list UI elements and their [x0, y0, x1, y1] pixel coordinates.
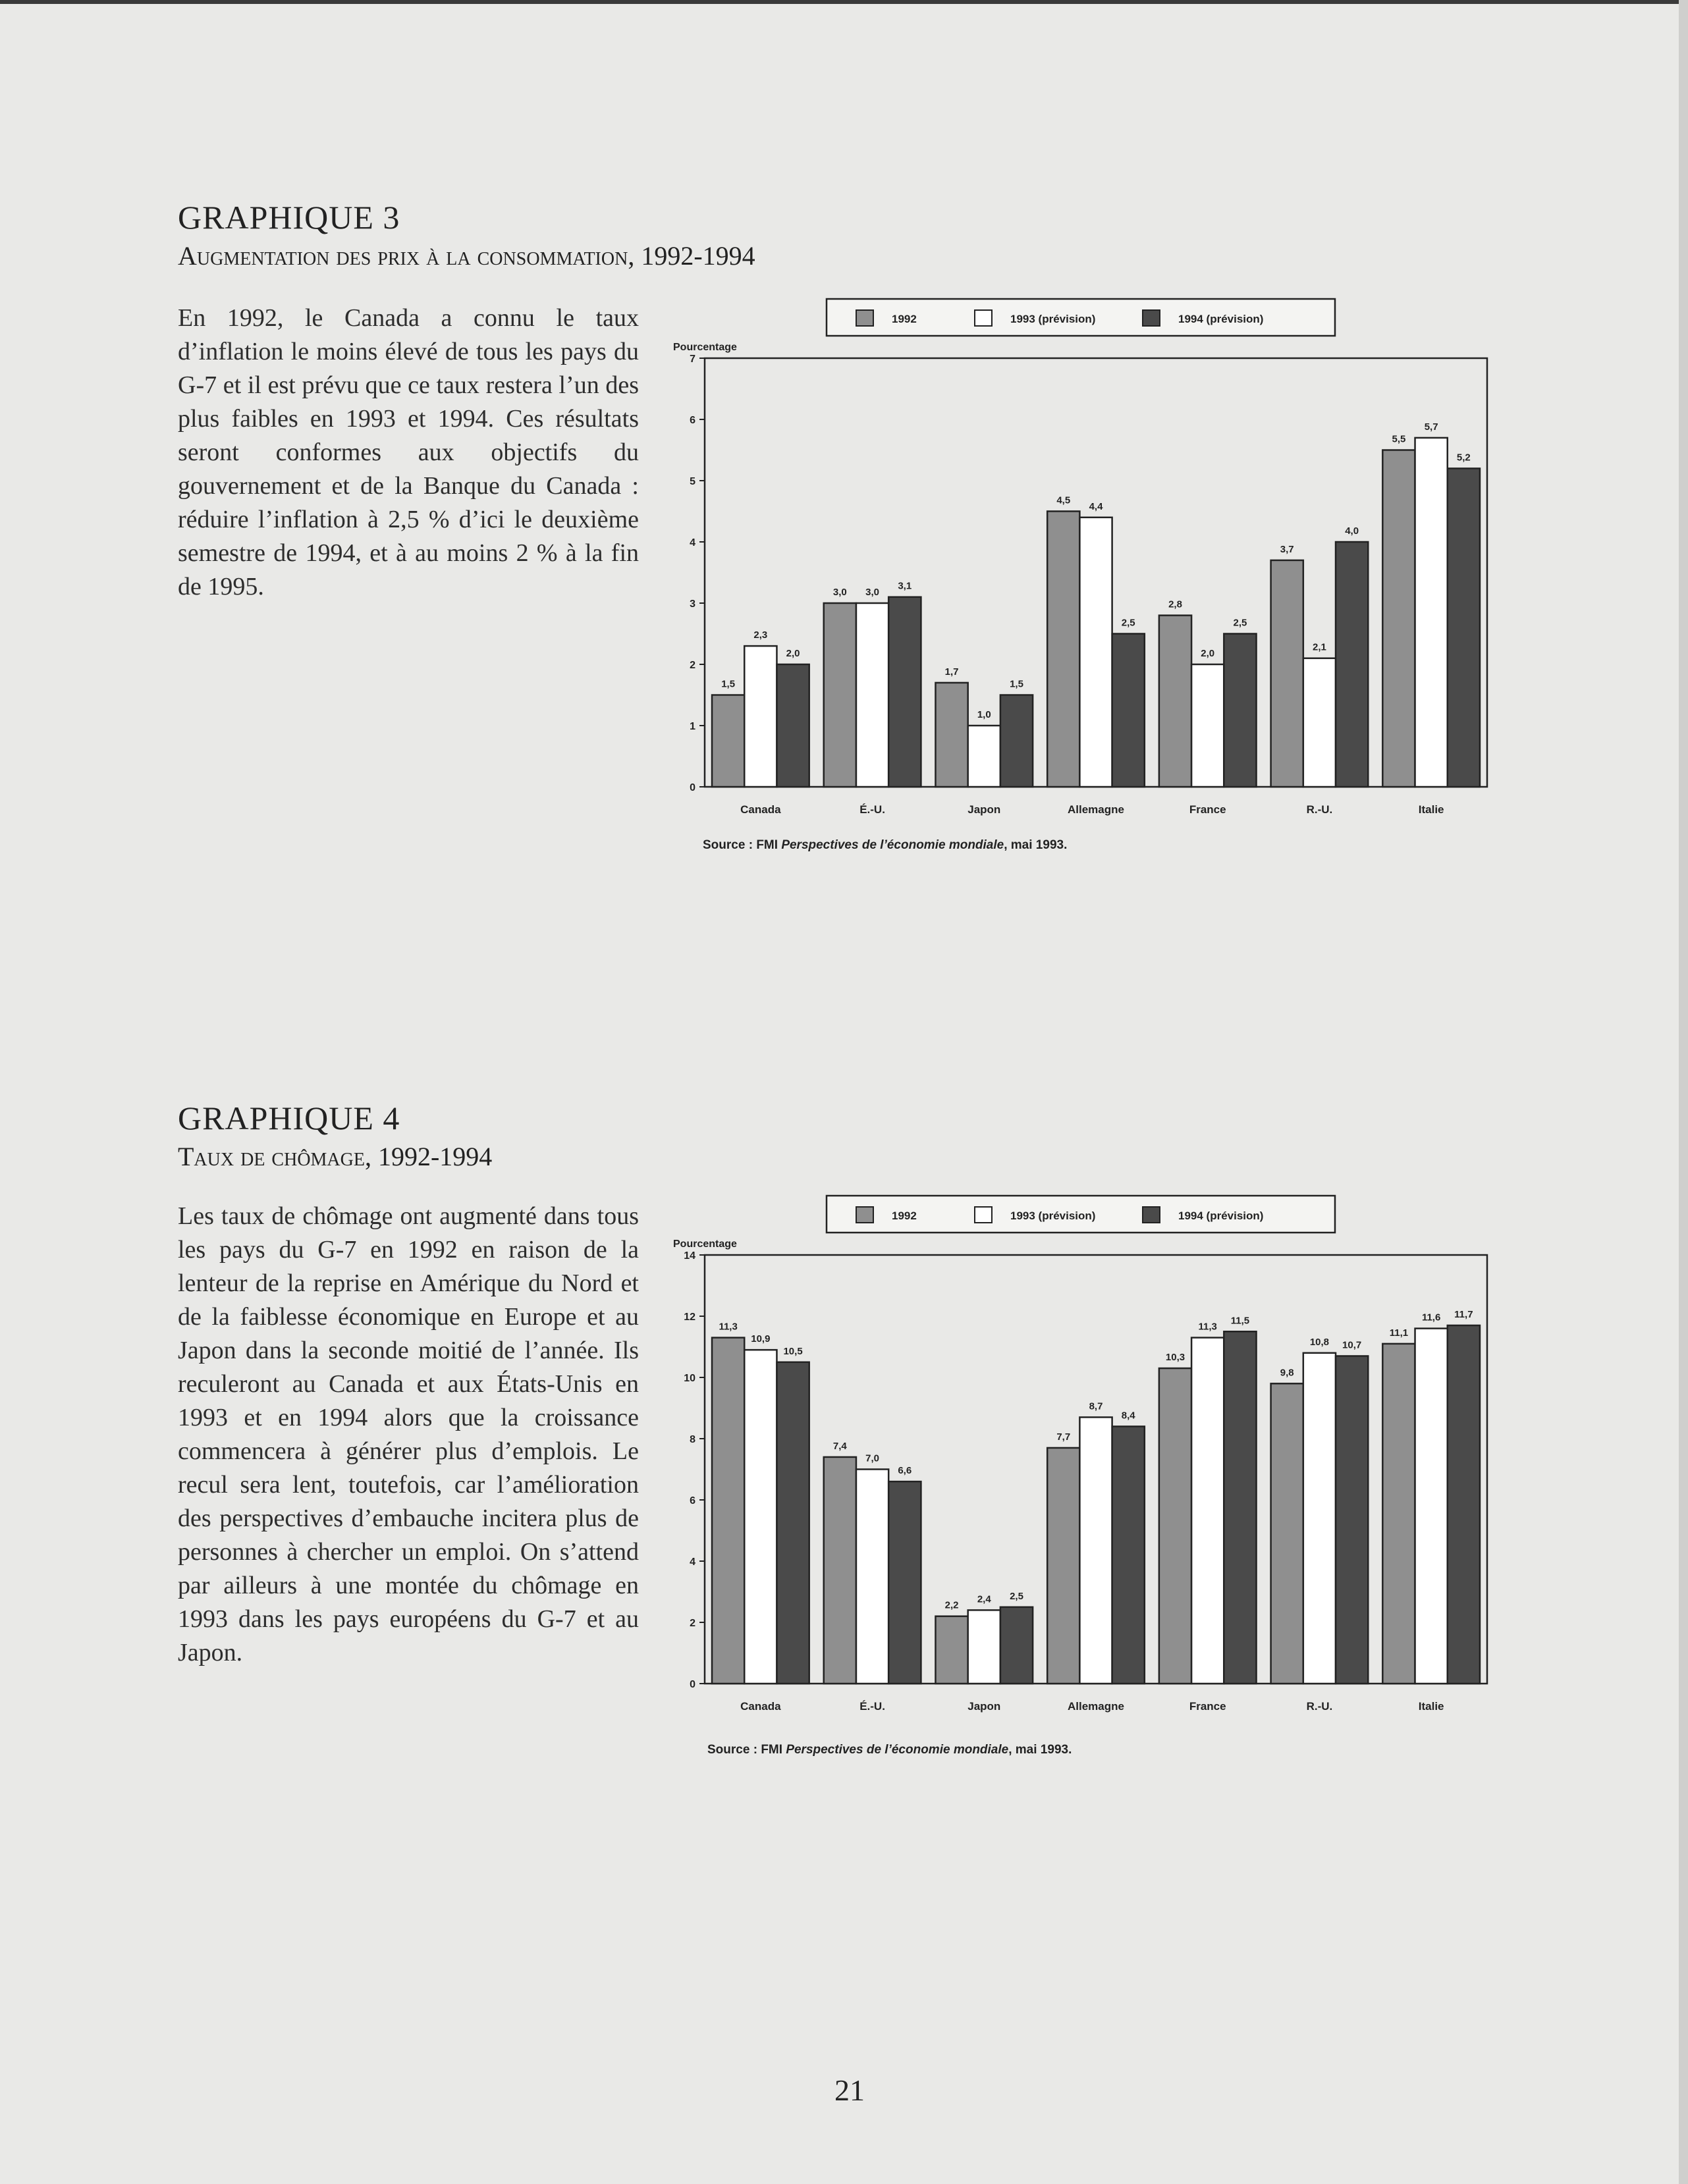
- chart4-category-label-japon: Japon: [967, 1700, 1001, 1713]
- chart4-legend-swatch-1992: [856, 1207, 873, 1223]
- chart3-bar-allemagne-1993-prevision: [1079, 518, 1112, 787]
- chart3-legend: [827, 299, 1335, 336]
- chart4-category-label-e-u: É.-U.: [859, 1700, 885, 1713]
- chart4-bar-france-1993-prevision: [1191, 1338, 1224, 1684]
- chart4-category-label-r-u: R.-U.: [1306, 1700, 1333, 1713]
- graph4-source-publication: Perspectives de l’économie mondiale: [786, 1743, 1009, 1757]
- chart4-legend-label-1992: 1992: [892, 1210, 917, 1222]
- chart4-legend-swatch-1994-prevision: [1143, 1207, 1160, 1223]
- chart4-bar-japon-1994-prevision: [1000, 1607, 1033, 1684]
- chart4-y-tick-label-10: 10: [684, 1373, 695, 1384]
- chart3-value-label-r-u-1993-prevision: 2,1: [1312, 641, 1326, 653]
- chart4-bar-italie-1994-prevision: [1448, 1325, 1480, 1684]
- chart3-y-tick-label-4: 4: [690, 537, 695, 548]
- chart3-bar-japon-1994-prevision: [1000, 695, 1033, 787]
- chart3-value-label-r-u-1992: 3,7: [1280, 543, 1294, 555]
- chart4-bar-allemagne-1994-prevision: [1112, 1426, 1145, 1684]
- chart4-value-label-canada-1994-prevision: 10,5: [783, 1345, 803, 1357]
- graph3-source-publication: Perspectives de l’économie mondiale: [781, 838, 1004, 852]
- chart3-value-label-allemagne-1994-prevision: 2,5: [1121, 617, 1135, 629]
- chart4-value-label-r-u-1994-prevision: 10,7: [1342, 1339, 1362, 1351]
- chart3-value-label-allemagne-1993-prevision: 4,4: [1089, 500, 1103, 512]
- chart4-value-label-france-1992: 10,3: [1165, 1352, 1185, 1364]
- graph3-source-org: FMI: [756, 838, 778, 852]
- chart4-bar-canada-1993-prevision: [744, 1350, 776, 1684]
- graph4-title: GRAPHIQUE 4: [178, 1100, 400, 1136]
- chart3-y-tick-label-1: 1: [690, 721, 695, 732]
- graph3-title: GRAPHIQUE 3: [178, 199, 400, 236]
- chart3-bar-canada-1992: [712, 695, 744, 787]
- chart4-category-label-allemagne: Allemagne: [1068, 1700, 1124, 1713]
- chart3-category-label-italie: Italie: [1418, 803, 1444, 816]
- chart4-bar-france-1994-prevision: [1224, 1331, 1256, 1684]
- chart4-value-label-italie-1993-prevision: 11,6: [1421, 1312, 1441, 1323]
- chart3-value-label-canada-1993-prevision: 2,3: [753, 629, 768, 641]
- graph3-source: [703, 838, 1067, 853]
- chart4-value-label-r-u-1993-prevision: 10,8: [1309, 1336, 1330, 1348]
- chart3-bar-france-1994-prevision: [1224, 634, 1256, 787]
- graph4-chart: [659, 1194, 1502, 1715]
- chart4-category-label-france: France: [1189, 1700, 1226, 1713]
- chart3-legend-swatch-1994-prevision: [1143, 310, 1160, 326]
- chart3-bar-e-u-1993-prevision: [856, 603, 888, 787]
- chart4-bar-e-u-1993-prevision: [856, 1470, 888, 1684]
- chart3-value-label-canada-1992: 1,5: [721, 678, 736, 690]
- chart4-bar-r-u-1993-prevision: [1303, 1353, 1336, 1684]
- chart3-value-label-canada-1994-prevision: 2,0: [786, 648, 800, 659]
- chart4-y-tick-label-12: 12: [684, 1312, 695, 1323]
- chart4-bar-japon-1993-prevision: [968, 1610, 1000, 1684]
- chart4-category-label-italie: Italie: [1418, 1700, 1444, 1713]
- chart4-y-axis-title: Pourcentage: [673, 1238, 737, 1250]
- chart4-value-label-france-1993-prevision: 11,3: [1198, 1321, 1217, 1333]
- chart4-legend-label-1993-prevision: 1993 (prévision): [1010, 1210, 1096, 1222]
- chart3-value-label-france-1994-prevision: 2,5: [1233, 617, 1247, 629]
- chart4-legend: [827, 1196, 1335, 1233]
- graph4-subtitle: Taux de chômage, 1992-1994: [178, 1142, 493, 1171]
- chart3-value-label-r-u-1994-prevision: 4,0: [1345, 525, 1359, 537]
- chart3-bar-italie-1992: [1382, 450, 1415, 787]
- graph4-source-date: , mai 1993.: [1008, 1743, 1072, 1757]
- chart4-bar-canada-1994-prevision: [776, 1362, 809, 1684]
- graph3-heading: [178, 199, 1495, 273]
- chart4-value-label-japon-1992: 2,2: [944, 1599, 959, 1611]
- graph3-chart: [659, 298, 1502, 818]
- chart4-bar-italie-1993-prevision: [1415, 1329, 1448, 1684]
- chart4-y-tick-label-2: 2: [690, 1618, 695, 1629]
- chart3-y-axis-title: Pourcentage: [673, 342, 737, 353]
- chart4-bar-italie-1992: [1382, 1344, 1415, 1684]
- chart3-category-label-e-u: É.-U.: [859, 803, 885, 816]
- chart3-bar-france-1993-prevision: [1191, 664, 1224, 787]
- chart4-legend-swatch-1993-prevision: [975, 1207, 992, 1223]
- chart4-value-label-allemagne-1994-prevision: 8,4: [1121, 1410, 1135, 1422]
- graph4-source: [707, 1743, 1072, 1757]
- chart3-bar-r-u-1994-prevision: [1336, 542, 1368, 787]
- chart3-bar-r-u-1993-prevision: [1303, 658, 1336, 787]
- chart3-value-label-italie-1992: 5,5: [1392, 433, 1406, 445]
- chart3-bar-canada-1993-prevision: [744, 646, 776, 787]
- chart3-value-label-italie-1994-prevision: 5,2: [1456, 452, 1471, 464]
- chart3-value-label-japon-1993-prevision: 1,0: [977, 709, 991, 720]
- chart4-y-tick-label-4: 4: [690, 1557, 695, 1568]
- chart3-value-label-e-u-1992: 3,0: [832, 587, 847, 598]
- chart3-category-label-canada: Canada: [740, 803, 781, 816]
- chart3-value-label-italie-1993-prevision: 5,7: [1424, 421, 1438, 433]
- chart4-value-label-japon-1994-prevision: 2,5: [1010, 1590, 1023, 1602]
- graph4-heading: [178, 1100, 1495, 1173]
- top-rule: [0, 0, 1688, 4]
- chart4-value-label-italie-1994-prevision: 11,7: [1454, 1308, 1473, 1320]
- graph3-source-label: Source :: [703, 838, 753, 852]
- chart3-y-tick-label-0: 0: [690, 782, 695, 793]
- chart3-value-label-france-1992: 2,8: [1168, 599, 1182, 610]
- chart4-bar-e-u-1992: [824, 1457, 856, 1684]
- chart3-y-tick-label-6: 6: [690, 415, 695, 426]
- chart4-bar-japon-1992: [935, 1616, 967, 1684]
- chart3-y-tick-label-3: 3: [690, 599, 695, 610]
- graph3-source-date: , mai 1993.: [1004, 838, 1068, 852]
- page-edge-shadow: [1679, 0, 1688, 2184]
- chart3-bar-japon-1992: [935, 683, 967, 787]
- chart3-y-tick-label-5: 5: [690, 476, 695, 487]
- chart4-bar-r-u-1994-prevision: [1336, 1356, 1368, 1684]
- chart3-legend-swatch-1993-prevision: [975, 310, 992, 326]
- chart4-legend-label-1994-prevision: 1994 (prévision): [1178, 1210, 1264, 1222]
- chart3-legend-label-1992: 1992: [892, 313, 917, 325]
- chart4-y-tick-label-0: 0: [690, 1679, 695, 1690]
- chart3-bar-france-1992: [1159, 616, 1191, 787]
- chart3-category-label-allemagne: Allemagne: [1068, 803, 1124, 816]
- chart4-y-tick-label-14: 14: [684, 1250, 695, 1262]
- graph4-source-org: FMI: [761, 1743, 783, 1757]
- graph4-source-label: Source :: [707, 1743, 758, 1757]
- page-number: 21: [834, 2073, 865, 2107]
- chart3-legend-label-1993-prevision: 1993 (prévision): [1010, 313, 1096, 325]
- chart4-y-tick-label-6: 6: [690, 1495, 695, 1506]
- chart4-bar-canada-1992: [712, 1338, 744, 1684]
- chart4-bar-e-u-1994-prevision: [888, 1481, 921, 1684]
- graph3-subtitle: Augmentation des prix à la consommation, 1992-1994: [178, 241, 755, 271]
- graph3-body-text: En 1992, le Canada a connu le taux d’inflation le moins élevé de tous les pays du G-7 et il est prévu que ce taux restera l’un des plus faibles en 1993 et 1994. Ces résultats seront conformes aux objectifs du gouvernement et de la Banque du Canada : réduire l’inflation à 2,5 % d’ici le deuxième semestre de 1994, et à au moins 2 % à la fin de 1995.: [178, 304, 639, 600]
- graph4-body-text: Les taux de chômage ont augmenté dans tous les pays du G-7 en 1992 en raison de la lenteur de la reprise en Amérique du Nord et de la faiblesse économique en Europe et au Japon dans la seconde moitié de l’année. Ils reculeront au Canada et aux États-Unis en 1993 et en 1994 alors que la croissance commencera à générer plus d’emplois. Le recul sera lent, toutefois, car l’amélioration des perspectives d’embauche incitera plus de personnes à chercher un emploi. On s’attend par ailleurs à une montée du chômage en 1993 dans les pays européens du G-7 et au Japon.: [178, 1202, 639, 1666]
- chart3-category-label-japon: Japon: [967, 803, 1001, 816]
- chart4-value-label-canada-1993-prevision: 10,9: [751, 1333, 771, 1345]
- chart3-value-label-e-u-1994-prevision: 3,1: [898, 580, 912, 592]
- chart3-bar-e-u-1992: [824, 603, 856, 787]
- chart4-value-label-italie-1992: 11,1: [1389, 1327, 1409, 1339]
- chart4-value-label-canada-1992: 11,3: [719, 1321, 738, 1333]
- chart3-legend-label-1994-prevision: 1994 (prévision): [1178, 313, 1264, 325]
- chart4-bar-allemagne-1993-prevision: [1079, 1417, 1112, 1684]
- chart3-category-label-r-u: R.-U.: [1306, 803, 1333, 816]
- chart3-bar-canada-1994-prevision: [776, 664, 809, 787]
- chart4-value-label-e-u-1992: 7,4: [832, 1440, 847, 1452]
- chart3-value-label-japon-1992: 1,7: [944, 666, 959, 678]
- chart3-bar-allemagne-1992: [1047, 512, 1079, 787]
- chart4-value-label-e-u-1993-prevision: 7,0: [865, 1452, 880, 1464]
- chart3-y-tick-label-7: 7: [690, 354, 695, 365]
- chart3-category-label-france: France: [1189, 803, 1226, 816]
- chart3-bar-allemagne-1994-prevision: [1112, 634, 1145, 787]
- chart3-legend-swatch-1992: [856, 310, 873, 326]
- chart3-value-label-japon-1994-prevision: 1,5: [1010, 678, 1023, 690]
- chart3-bar-italie-1993-prevision: [1415, 438, 1448, 787]
- chart4-value-label-r-u-1992: 9,8: [1280, 1367, 1294, 1379]
- chart4-bar-allemagne-1992: [1047, 1448, 1079, 1684]
- chart3-bar-japon-1993-prevision: [968, 726, 1000, 787]
- chart3-bar-e-u-1994-prevision: [888, 597, 921, 787]
- graph4-chart-svg: [659, 1194, 1502, 1715]
- chart3-value-label-e-u-1993-prevision: 3,0: [865, 587, 880, 598]
- chart4-value-label-allemagne-1993-prevision: 8,7: [1089, 1400, 1103, 1412]
- chart3-value-label-france-1993-prevision: 2,0: [1201, 648, 1215, 659]
- chart4-y-tick-label-8: 8: [690, 1434, 695, 1445]
- chart3-y-tick-label-2: 2: [690, 660, 695, 671]
- chart4-value-label-allemagne-1992: 7,7: [1056, 1431, 1071, 1443]
- chart4-value-label-e-u-1994-prevision: 6,6: [898, 1465, 912, 1477]
- chart4-category-label-canada: Canada: [740, 1700, 781, 1713]
- chart3-bar-italie-1994-prevision: [1448, 468, 1480, 787]
- chart4-bar-france-1992: [1159, 1368, 1191, 1684]
- chart4-value-label-japon-1993-prevision: 2,4: [977, 1593, 991, 1605]
- chart3-value-label-allemagne-1992: 4,5: [1056, 494, 1071, 506]
- chart4-value-label-france-1994-prevision: 11,5: [1230, 1315, 1250, 1327]
- chart3-bar-r-u-1992: [1271, 560, 1303, 787]
- graph3-chart-svg: [659, 298, 1502, 818]
- chart4-bar-r-u-1992: [1271, 1383, 1303, 1684]
